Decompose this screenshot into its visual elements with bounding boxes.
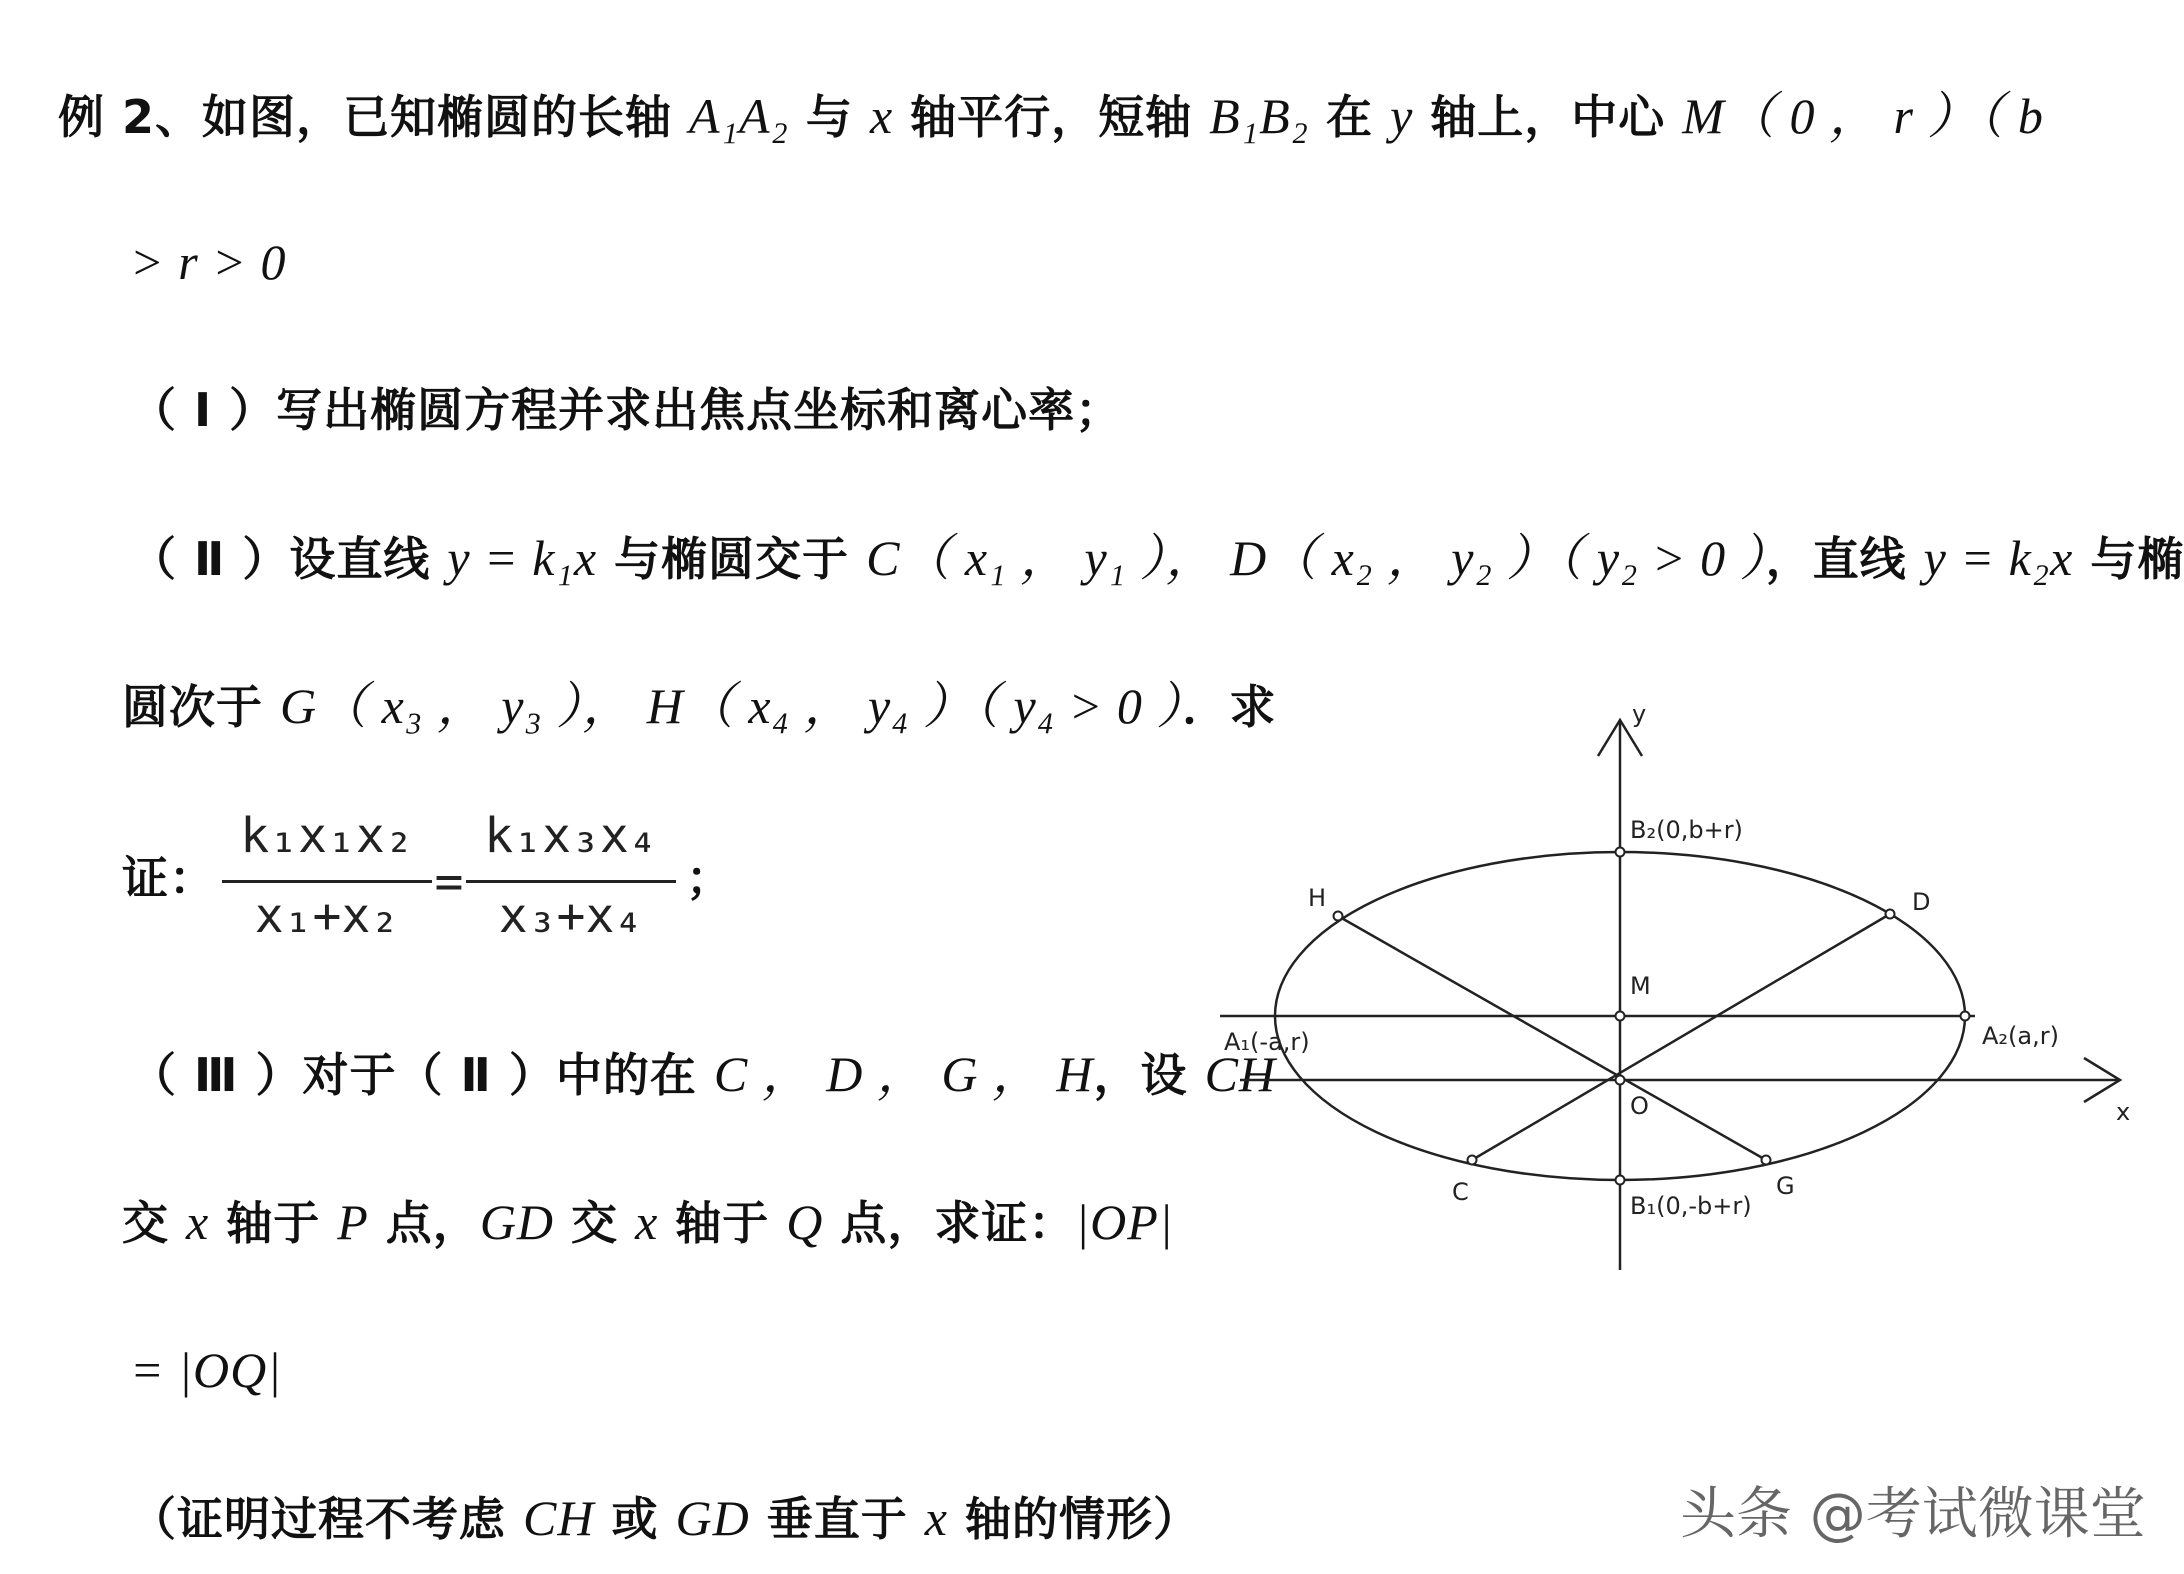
point-A2	[1961, 1012, 1970, 1021]
left-denominator: x₁+x₂	[254, 888, 400, 944]
label-B1: B₁(0,-b+r)	[1630, 1192, 1752, 1220]
part-1	[130, 380, 1122, 440]
point-B1	[1616, 1176, 1625, 1185]
label-C: C	[1452, 1178, 1469, 1206]
part-3-mid: ，设	[1093, 1048, 1205, 1102]
part-3-b: 轴于	[209, 1196, 338, 1250]
part-3-line-2	[122, 1192, 1174, 1253]
math-OP: |OP|	[1075, 1194, 1174, 1250]
point-O	[1616, 1076, 1625, 1085]
part-2-mid2: ，直线	[1765, 532, 1924, 586]
note-line	[130, 1488, 1200, 1549]
part-3-e: 点，求证：	[823, 1196, 1076, 1250]
note-mid2: 垂直于	[749, 1492, 925, 1546]
left-fraction-bar	[222, 880, 432, 883]
math-center: M（ 0 ， r ）（ b	[1682, 88, 2044, 144]
chord-CD	[1472, 914, 1890, 1160]
math-y: y	[1390, 88, 1414, 144]
label-G: G	[1776, 1172, 1795, 1200]
note-mid: 或	[594, 1492, 676, 1546]
part-3-b2: 轴于	[658, 1196, 787, 1250]
math-condition: > r > 0	[130, 234, 287, 290]
math-P: P	[337, 1194, 369, 1250]
ellipse-diagram	[1220, 700, 2140, 1280]
label-B2: B₂(0,b+r)	[1630, 816, 1743, 844]
part-2-line-2	[122, 676, 1276, 737]
math-x: x	[869, 88, 894, 144]
chord-HG	[1338, 916, 1766, 1160]
note-suffix: 轴的情形）	[947, 1492, 1200, 1546]
label-D: D	[1912, 888, 1931, 916]
math-GD: GD	[479, 1194, 555, 1250]
problem-intro-prefix: 例 2、如图，已知椭圆的长轴	[58, 90, 690, 144]
label-H: H	[1308, 884, 1327, 912]
point-B2	[1616, 848, 1625, 857]
proof-label	[122, 848, 216, 908]
math-Q: Q	[786, 1194, 824, 1250]
problem-intro-mid3: 在	[1309, 90, 1391, 144]
problem-line-2	[130, 232, 286, 293]
proof-suffix-line	[686, 848, 733, 908]
label-M: M	[1630, 972, 1651, 1000]
label-x-axis: x	[2116, 1098, 2131, 1126]
right-fraction-bar	[466, 880, 676, 883]
math-line2: y = k₂x	[1923, 530, 2074, 586]
part-2-prefix: （ Ⅱ ）设直线	[130, 532, 448, 586]
math-CH: CH	[1204, 1046, 1277, 1102]
math-OQ: = |OQ|	[130, 1342, 282, 1398]
problem-intro-mid1: 与	[805, 90, 870, 144]
math-points-gh: G（ x₃ ， y₃ ）， H（ x₄ ， y₄ ）（ y₄ > 0 ）	[280, 678, 1183, 734]
right-denominator: x₃+x₄	[498, 888, 644, 944]
left-numerator: k₁x₁x₂	[240, 808, 414, 864]
point-D	[1886, 910, 1895, 919]
problem-line-1	[58, 86, 2044, 147]
part-3-line-3	[130, 1340, 282, 1401]
math-x-4: x	[924, 1490, 948, 1546]
label-O: O	[1630, 1092, 1649, 1120]
part-2-mid1: 与椭圆交于	[597, 532, 867, 586]
part-2-line-1	[130, 528, 2184, 589]
point-G	[1762, 1156, 1771, 1165]
part-3-d: 交	[554, 1196, 636, 1250]
equals-sign: =	[434, 854, 464, 910]
note-prefix: （证明过程不考虑	[130, 1492, 524, 1546]
math-pts-list: C ， D ， G ， H	[713, 1046, 1094, 1102]
math-B1B2: B₁B₂	[1209, 88, 1310, 144]
problem-intro-mid4: 轴上，中心	[1413, 90, 1683, 144]
point-M	[1616, 1012, 1625, 1021]
point-H	[1334, 912, 1343, 921]
proof-suffix: ；	[686, 851, 733, 905]
label-A2: A₂(a,r)	[1982, 1022, 2059, 1050]
math-x-3: x	[635, 1194, 659, 1250]
math-A1A2: A₁A₂	[689, 88, 789, 144]
label-A1: A₁(-a,r)	[1224, 1028, 1310, 1056]
math-x-2: x	[186, 1194, 210, 1250]
part-1-text: （ Ⅰ ）写出椭圆方程并求出焦点坐标和离心率；	[130, 383, 1123, 437]
label-y-axis: y	[1632, 700, 1647, 728]
math-points-cd: C（ x₁ ， y₁ ）， D（ x₂ ， y₂ ）（ y₂ > 0 ）	[866, 530, 1766, 586]
part-3-c: 点，	[368, 1196, 480, 1250]
part-2-line2-suffix: ．求	[1182, 680, 1277, 734]
problem-intro-mid2: 轴平行，短轴	[893, 90, 1210, 144]
part-3-text: （ Ⅲ ）对于（ Ⅱ ）中的在	[130, 1048, 714, 1102]
point-C	[1468, 1156, 1477, 1165]
proof-prefix: 证：	[122, 851, 216, 905]
part-2-mid3: 与椭	[2073, 532, 2184, 586]
math-line1: y = k₁x	[447, 530, 598, 586]
part-3-line-1	[130, 1044, 1276, 1105]
right-numerator: k₁x₃x₄	[484, 808, 658, 864]
part-3-a: 交	[122, 1196, 187, 1250]
watermark: 头条 @考试微课堂	[1680, 1482, 2146, 1547]
fraction-equation	[222, 808, 742, 968]
math-CH-2: CH	[523, 1490, 595, 1546]
part-2-line2-prefix: 圆次于	[122, 680, 281, 734]
math-GD-2: GD	[675, 1490, 750, 1546]
